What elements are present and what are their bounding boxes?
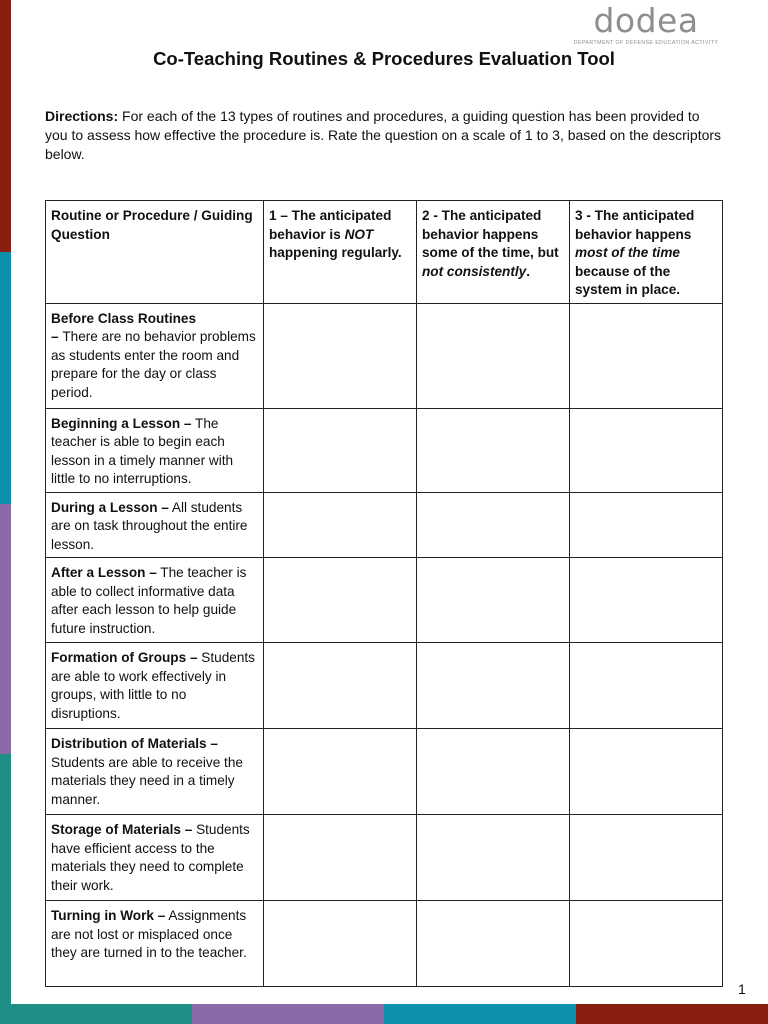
rating-cell-2[interactable] bbox=[417, 558, 570, 643]
page-number: 1 bbox=[738, 981, 746, 997]
routine-cell bbox=[46, 729, 264, 815]
routine-name: Turning in Work – bbox=[51, 908, 166, 923]
bottom-stripe-green bbox=[0, 1004, 192, 1024]
table-header-row bbox=[46, 201, 723, 304]
logo-wordmark: dodea bbox=[593, 1, 699, 40]
page-title: Co-Teaching Routines & Procedures Evaluation Tool bbox=[153, 48, 615, 69]
routine-description: Students are able to work effectively in groups, with little to no disruptions. bbox=[51, 650, 255, 721]
side-stripe-purple bbox=[0, 504, 11, 754]
table-row bbox=[46, 558, 723, 643]
rating-cell-3[interactable] bbox=[570, 729, 723, 815]
routine-name: After a Lesson – bbox=[51, 565, 157, 580]
side-stripe-red bbox=[0, 0, 11, 252]
directions-paragraph bbox=[45, 107, 725, 164]
rating-cell-2[interactable] bbox=[417, 492, 570, 558]
table-row bbox=[46, 815, 723, 901]
evaluation-table bbox=[45, 200, 723, 987]
table-row bbox=[46, 303, 723, 408]
directions-label: Directions: bbox=[45, 108, 119, 124]
rating-cell-3[interactable] bbox=[570, 558, 723, 643]
rating-cell-2[interactable] bbox=[417, 901, 570, 987]
bottom-stripe-red bbox=[576, 1004, 768, 1024]
routine-description: Students are able to receive the materials they need in a timely manner. bbox=[51, 754, 243, 807]
routine-name: During a Lesson – bbox=[51, 499, 169, 515]
rating-cell-1[interactable] bbox=[264, 729, 417, 815]
routine-name: Storage of Materials – bbox=[51, 822, 193, 837]
rating-cell-1[interactable] bbox=[264, 492, 417, 558]
bottom-stripe-purple bbox=[192, 1004, 384, 1024]
rating-cell-2[interactable] bbox=[417, 815, 570, 901]
rating-cell-1[interactable] bbox=[264, 901, 417, 987]
routine-cell bbox=[46, 492, 264, 558]
rating-cell-3[interactable] bbox=[570, 492, 723, 558]
routine-description: Students have efficient access to the materials they need to complete their work. bbox=[51, 822, 250, 893]
rating-cell-2[interactable] bbox=[417, 729, 570, 815]
routine-description: All students are on task throughout the entire lesson. bbox=[51, 499, 248, 552]
rating-cell-1[interactable] bbox=[264, 303, 417, 408]
rating-cell-2[interactable] bbox=[417, 408, 570, 492]
dodea-logo bbox=[565, 1, 727, 48]
table-row bbox=[46, 901, 723, 987]
routine-cell bbox=[46, 558, 264, 643]
rating-cell-3[interactable] bbox=[570, 643, 723, 729]
header-rating-2: 2 - The anticipated behavior happens some of the time, but not consistently. bbox=[417, 201, 570, 304]
logo-subtitle: DEPARTMENT OF DEFENSE EDUCATION ACTIVITY bbox=[573, 40, 719, 46]
rating-cell-1[interactable] bbox=[264, 408, 417, 492]
routine-cell bbox=[46, 408, 264, 492]
routine-cell: Before Class Routines – There are no behavior problems as students enter the room and prepare for the day or class period. bbox=[46, 303, 264, 408]
table-row bbox=[46, 643, 723, 729]
side-stripe-green bbox=[0, 754, 11, 1024]
table-row bbox=[46, 729, 723, 815]
routine-name: Beginning a Lesson – bbox=[51, 415, 192, 431]
routine-description: There are no behavior problems as students enter the room and prepare for the day or class period. bbox=[51, 329, 256, 400]
header-routine: Routine or Procedure / Guiding Question bbox=[46, 201, 264, 304]
routine-name: Before Class Routines bbox=[51, 310, 197, 326]
bottom-stripe-teal bbox=[384, 1004, 576, 1024]
rating-cell-2[interactable] bbox=[417, 303, 570, 408]
routine-cell bbox=[46, 815, 264, 901]
rating-cell-3[interactable] bbox=[570, 815, 723, 901]
rating-cell-3[interactable] bbox=[570, 408, 723, 492]
routine-description: Assignments are not lost or misplaced once they are turned in to the teacher. bbox=[51, 908, 247, 960]
header-rating-3: 3 - The anticipated behavior happens most of the time because of the system in place. bbox=[570, 201, 723, 304]
routine-description: The teacher is able to collect informative data after each lesson to help guide future instruction. bbox=[51, 565, 247, 636]
table-row bbox=[46, 408, 723, 492]
rating-cell-1[interactable] bbox=[264, 643, 417, 729]
rating-cell-3[interactable] bbox=[570, 303, 723, 408]
rating-cell-2[interactable] bbox=[417, 643, 570, 729]
rating-cell-1[interactable] bbox=[264, 815, 417, 901]
side-stripe-teal bbox=[0, 252, 11, 504]
routine-cell bbox=[46, 643, 264, 729]
rating-cell-1[interactable] bbox=[264, 558, 417, 643]
routine-cell bbox=[46, 901, 264, 987]
header-rating-1: 1 – The anticipated behavior is NOT happening regularly. bbox=[264, 201, 417, 304]
rating-cell-3[interactable] bbox=[570, 901, 723, 987]
directions-text: For each of the 13 types of routines and procedures, a guiding question has been provided to you to assess how effective the procedure is. Rate the question on a scale of 1 to 3, based on the descriptors below. bbox=[45, 108, 722, 162]
table-row bbox=[46, 492, 723, 558]
routine-description: The teacher is able to begin each lesson in a timely manner with little to no interruptions. bbox=[51, 415, 234, 486]
routine-name: Formation of Groups – bbox=[51, 650, 198, 665]
routine-name: Distribution of Materials – bbox=[51, 736, 218, 751]
